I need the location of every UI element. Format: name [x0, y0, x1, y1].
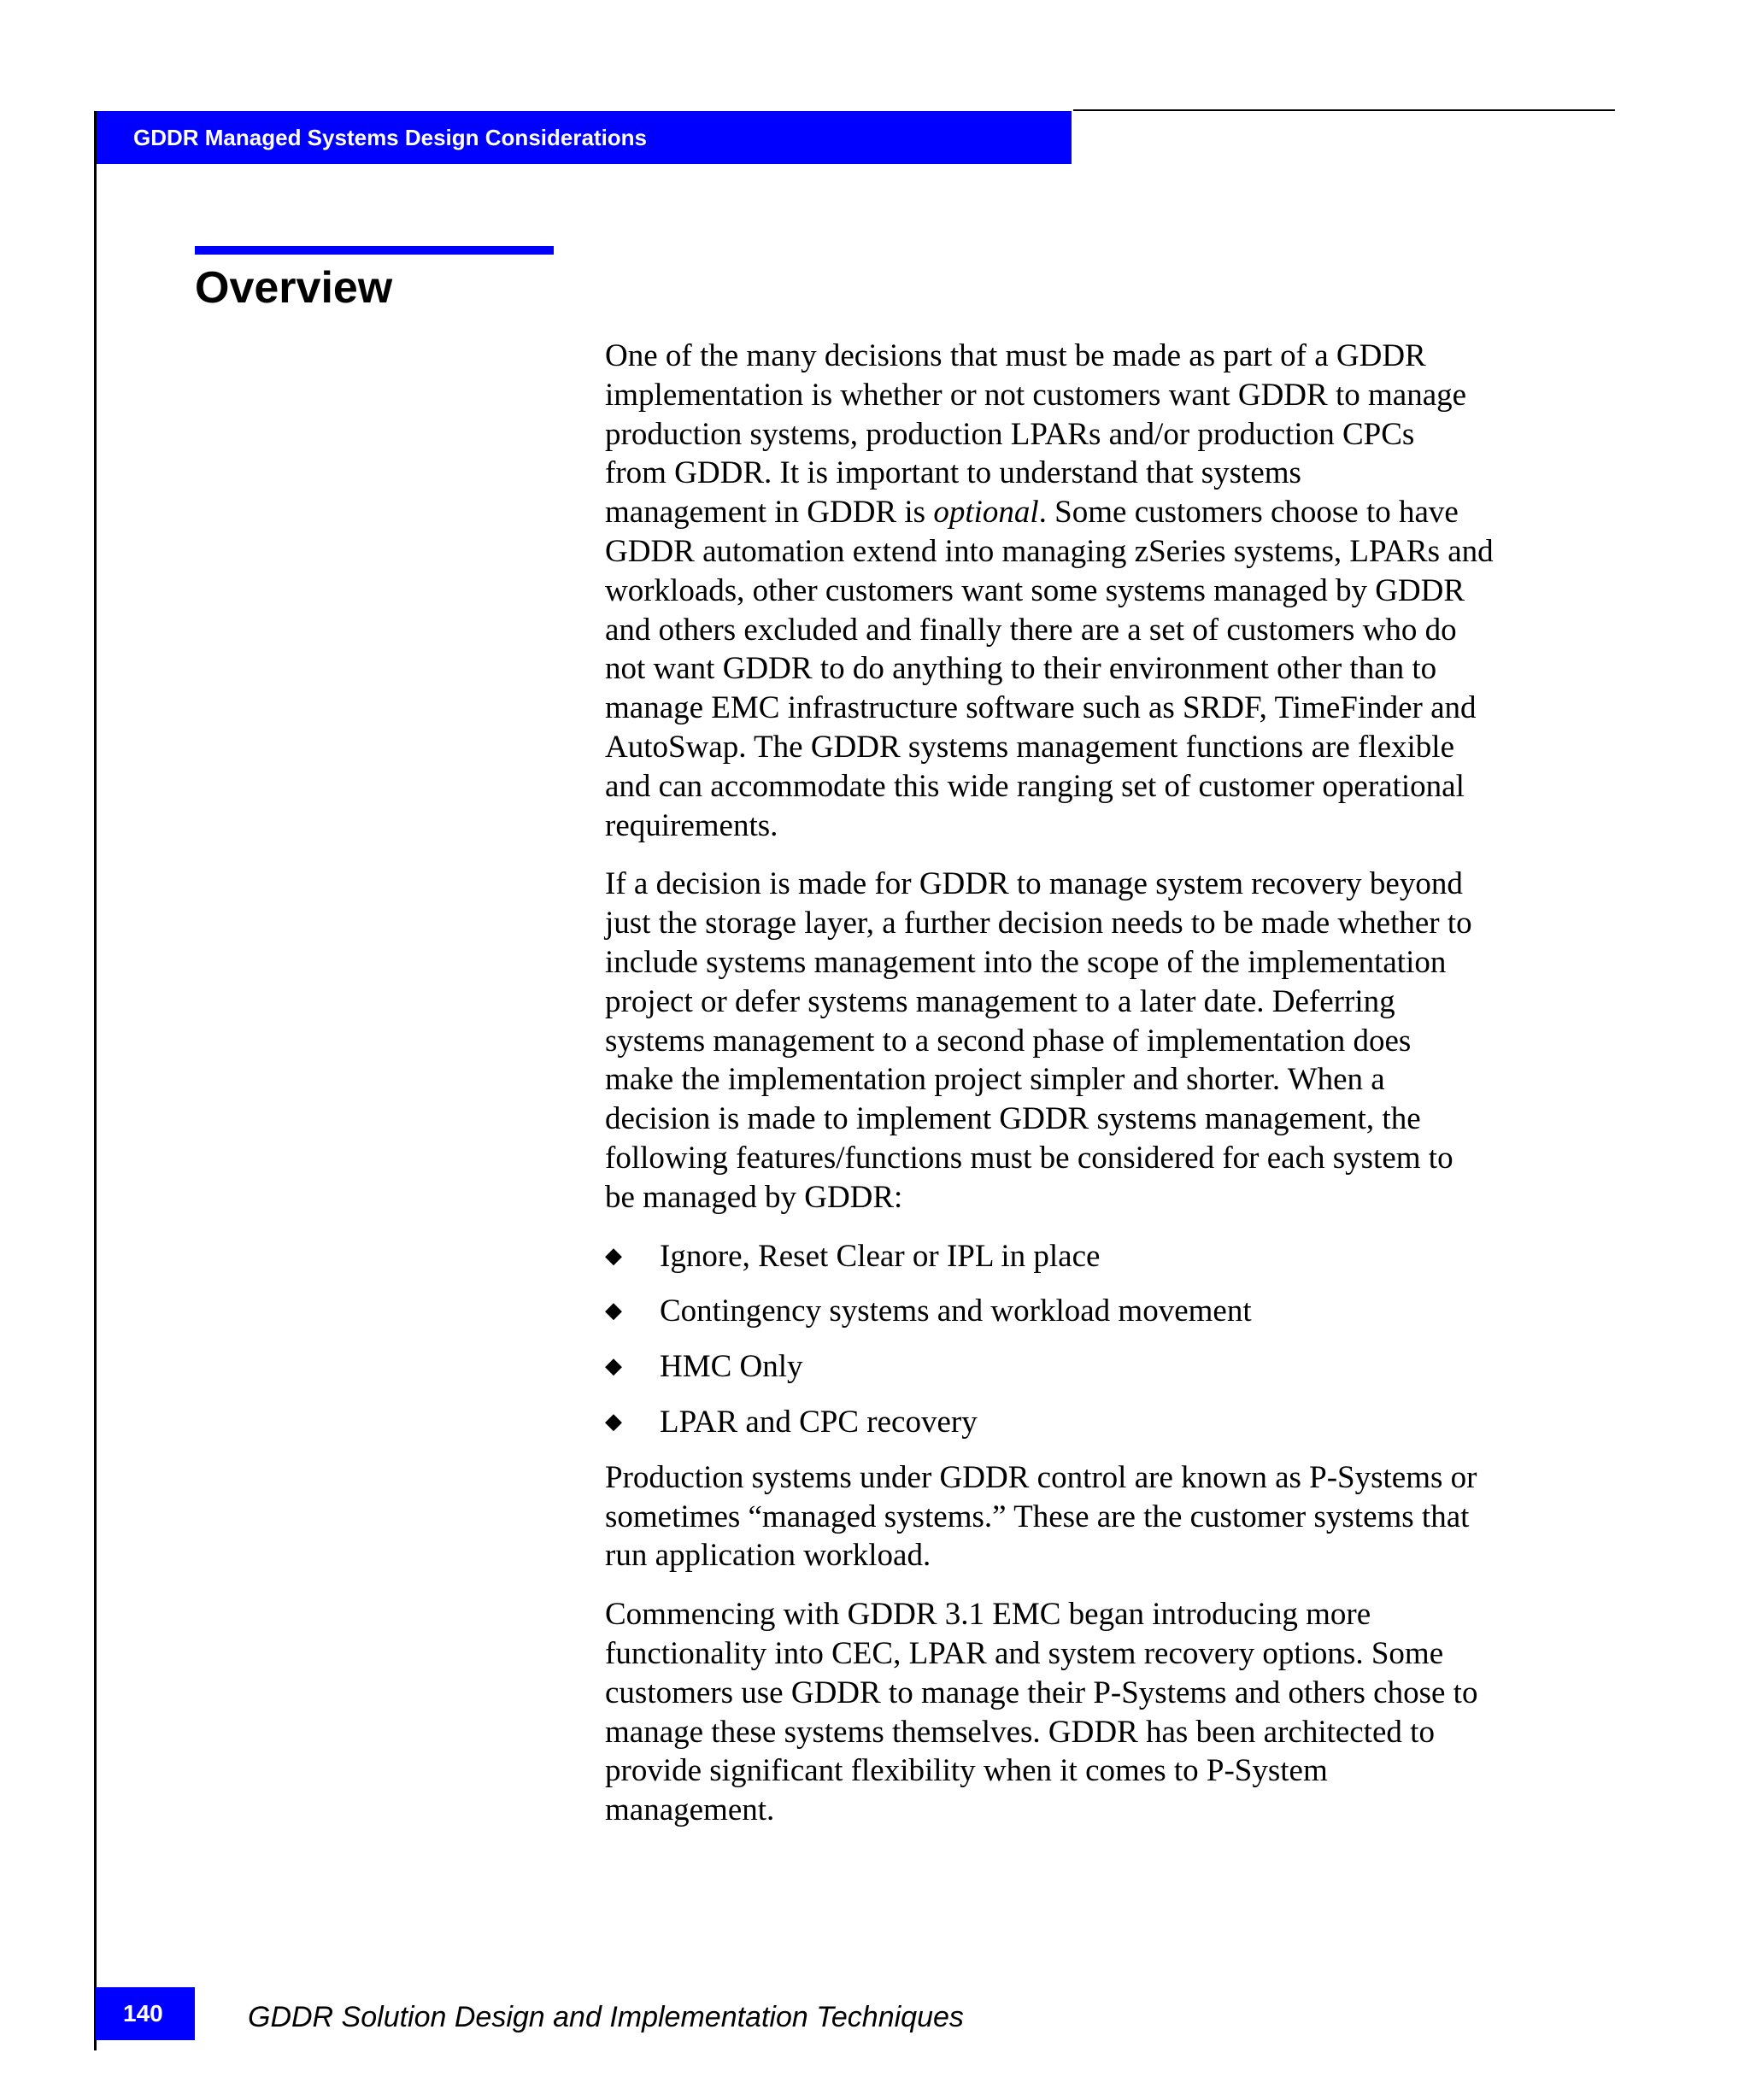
list-item-text: Contingency systems and workload movement [660, 1293, 1252, 1329]
list-item [605, 1237, 1613, 1276]
paragraph-1-italic: optional [933, 495, 1039, 531]
bullet-list [605, 1237, 1613, 1442]
diamond-bullet-icon: ◆ [605, 1298, 622, 1324]
list-item-text: LPAR and CPC recovery [660, 1404, 978, 1440]
paragraph-4: Commencing with GDDR 3.1 EMC began introducing more functionality into CEC, LPAR and system recovery options. Some customers use GDDR to manage their P-Systems and others chose to manage these systems themselves. GDDR has been architected to provide significant flexibility when it comes to P-System management. [605, 1597, 1478, 1828]
paragraph-1 [605, 337, 1613, 845]
diamond-bullet-icon: ◆ [605, 1242, 622, 1269]
page-number-box [96, 1987, 195, 2040]
diamond-bullet-icon: ◆ [605, 1353, 622, 1380]
section-title-bar [195, 246, 554, 255]
running-header-title: GDDR Managed Systems Design Considerations [133, 125, 648, 150]
footer-book-title: GDDR Solution Design and Implementation Techniques [248, 2001, 964, 2033]
paragraph-1-text-b: . Some customers choose to have GDDR automation extend into managing zSeries systems, LPARs and workloads, other customers want some systems managed by GDDR and others excluded and finally there are a set of customers who do not want GDDR to do anything to their environment other than to manage EMC infrastructure software such as SRDF, TimeFinder and AutoSwap. The GDDR systems management functions are flexible and can accommodate this wide ranging set of customer operational requirements. [605, 495, 1494, 843]
list-item-text: Ignore, Reset Clear or IPL in place [660, 1238, 1101, 1274]
paragraph-1-text-a: One of the many decisions that must be made as part of a GDDR implementation is whether or not customers want GDDR to manage production systems, production LPARs and/or production CPCs from GDDR. It is important to understand that systems management in GDDR is [605, 338, 1467, 531]
body-text [605, 337, 1613, 1850]
list-item [605, 1403, 1613, 1442]
list-item [605, 1347, 1613, 1387]
list-item-text: HMC Only [660, 1349, 803, 1385]
running-header [96, 111, 1072, 164]
header-rule [1073, 109, 1615, 111]
list-item [605, 1292, 1613, 1331]
paragraph-3: Production systems under GDDR control are known as P-Systems or sometimes “managed systems.” These are the customer systems that run application workload. [605, 1459, 1477, 1574]
diamond-bullet-icon: ◆ [605, 1408, 622, 1434]
section-title: Overview [195, 263, 393, 313]
page-margin-rule [94, 111, 97, 2050]
paragraph-2: If a decision is made for GDDR to manage system recovery beyond just the storage layer, a further decision needs to be made whether to include systems management into the scope of the implementation project or defer systems management to a later date. Deferring systems management to a second phase of implementation does make the implementation project simpler and shorter. When a decision is made to implement GDDR systems management, the following features/functions must be considered for each system to be managed by GDDR: [605, 866, 1472, 1215]
page-number: 140 [123, 2000, 163, 2027]
